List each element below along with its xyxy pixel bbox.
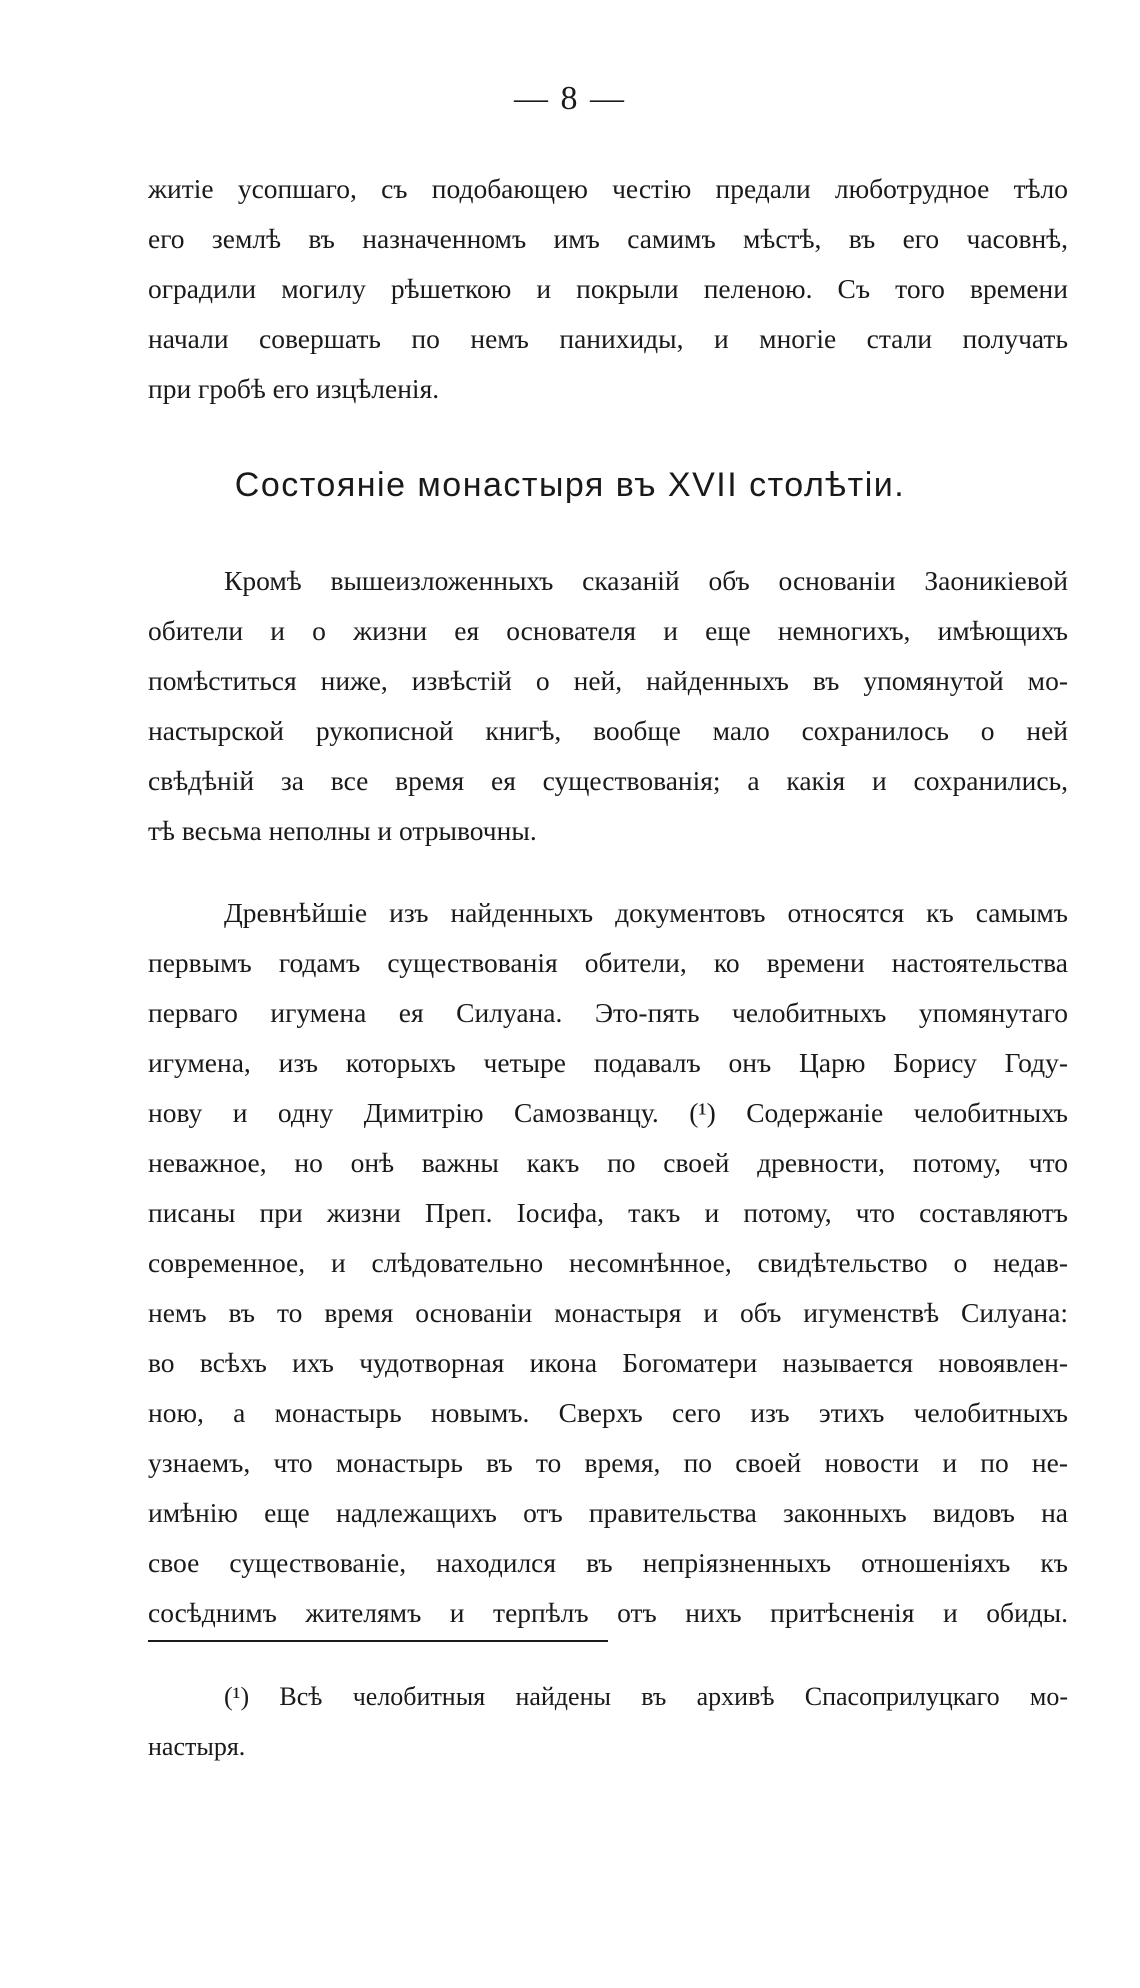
footnote-marker: (¹) [224,1682,250,1711]
text-line: во всѣхъ ихъ чудотворная икона Богоматери называется новоявлен- [148,1347,1068,1378]
text-line-with-footnote-ref [148,1088,1068,1138]
text-line: игумена, изъ которыхъ четыре подавалъ онъ Царю Борису Году- [148,1047,1068,1078]
text-line: первымъ годамъ существованія обители, ко времени настоятельства [148,947,1068,978]
footnote-divider [148,1640,608,1642]
text-line: писаны при жизни Преп. Іосифа, такъ и потому, что составляютъ [148,1197,1068,1228]
text-line: помѣститься ниже, извѣстій о ней, найденныхъ въ упомянутой мо- [148,665,1068,696]
footnote [148,1672,1068,1772]
text-line: оградили могилу рѣшеткою и покрыли пеленою. Съ того времени [148,273,1068,304]
text-line: современное, и слѣдовательно несомнѣнное, свидѣтельство о недав- [148,1247,1068,1278]
footnote-reference[interactable]: (¹) [689,1097,716,1128]
text-line: обители и о жизни ея основателя и еще немногихъ, имѣющихъ [148,615,1068,646]
text-segment: Содержаніе челобитныхъ [746,1097,1069,1128]
text-line: ною, а монастырь новымъ. Сверхъ сего изъ этихъ челобитныхъ [148,1397,1068,1428]
text-line: узнаемъ, что монастырь въ то время, по своей новости и по не- [148,1447,1068,1478]
footnote-line: настыря. [148,1732,246,1761]
paragraph-continuation [148,164,1068,414]
paragraph-documents [148,888,1068,1638]
text-line: тѣ весьма неполны и отрывочны. [148,815,537,846]
text-line: свѣдѣній за все время ея существованія; а какія и сохранились, [148,765,1068,796]
section-title: Состояніе монастыря въ XVII столѣтіи. [234,466,906,504]
text-line: Древнѣйшіе изъ найденныхъ документовъ относятся къ самымъ [224,897,1068,928]
paragraph-intro [148,556,1068,856]
text-line: при гробѣ его изцѣленія. [148,373,440,404]
text-line: немъ въ то время основаніи монастыря и объ игуменствѣ Силуана: [148,1297,1068,1328]
text-line: свое существованіе, находился въ непріязненныхъ отношеніяхъ къ [148,1547,1068,1578]
text-line: его землѣ въ назначенномъ имъ самимъ мѣстѣ, въ его часовнѣ, [148,223,1068,254]
text-line: неважное, но онѣ важны какъ по своей древности, потому, что [148,1147,1068,1178]
text-segment: нову и одну Димитрію Самозванцу. [148,1097,659,1128]
text-line: имѣнію еще надлежащихъ отъ правительства законныхъ видовъ на [148,1497,1068,1528]
footnote-text: Всѣ челобитныя найдены въ архивѣ Спасоприлуцкаго мо- [279,1682,1068,1711]
text-line: перваго игумена ея Силуана. Это-пять челобитныхъ упомянутаго [148,997,1068,1028]
footnote-line [148,1672,1068,1722]
text-line: житіе усопшаго, съ подобающею честію предали люботрудное тѣло [148,173,1068,204]
text-line: Кромѣ вышеизложенныхъ сказаній объ основаніи Заоникіевой [224,565,1068,596]
text-line: настырской рукописной книгѣ, вообще мало сохранилось о ней [148,715,1068,746]
text-line: сосѣднимъ жителямъ и терпѣлъ отъ нихъ притѣсненія и обиды. [148,1597,1068,1628]
page-number: — 8 — [514,80,626,117]
text-line: начали совершать по немъ панихиды, и многіе стали получать [148,323,1068,354]
